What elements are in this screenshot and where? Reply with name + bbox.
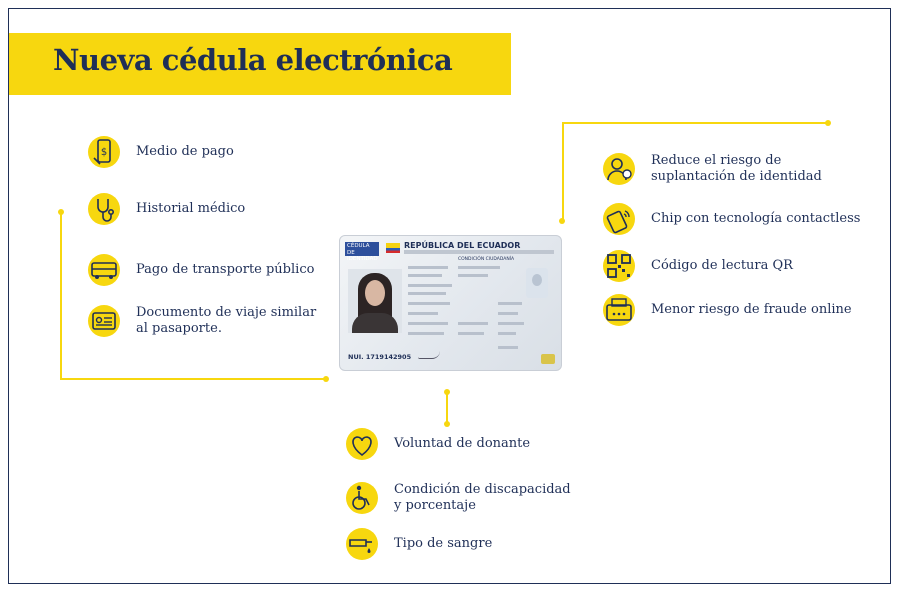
connector-dot-bottom: [444, 421, 450, 427]
feature-transporte: [88, 254, 314, 286]
feature-medio-de-pago: [88, 136, 234, 168]
bus-icon: [88, 254, 120, 286]
connector-line-left-v: [60, 212, 62, 379]
feature-label: Voluntad de donante: [394, 436, 531, 451]
phone-payment-icon: [88, 136, 120, 168]
connector-line-right-v: [562, 122, 564, 222]
blood-drop-icon: [346, 528, 378, 560]
card-nui: NUI. 1719142905: [348, 353, 412, 361]
feature-tipo-sangre: [346, 528, 492, 560]
feature-label: Medio de pago: [136, 144, 234, 159]
feature-qr: [603, 250, 793, 282]
qr-code-icon: [603, 250, 635, 282]
feature-suplantacion: [603, 153, 822, 185]
feature-label: Documento de viaje similar al pasaporte.: [136, 305, 317, 336]
card-reader-icon: [603, 294, 635, 326]
card-subtitle-bar: [404, 250, 554, 254]
card-photo: [348, 269, 402, 333]
page-title: Nueva cédula electrónica: [53, 43, 453, 77]
connector-line-bottom: [446, 390, 448, 424]
feature-documento-viaje: [88, 305, 316, 337]
svg-text:$: $: [100, 147, 108, 158]
signature: [418, 348, 440, 359]
feature-contactless: [603, 203, 860, 235]
id-document-icon: [88, 305, 120, 337]
connector-dot-right: [825, 120, 831, 126]
chip-icon: [541, 354, 555, 364]
connector-line-right-h: [562, 122, 828, 124]
feature-discapacidad: [346, 482, 571, 514]
feature-donante: [346, 428, 530, 460]
wheelchair-icon: [346, 482, 378, 514]
connector-line-left-h: [60, 378, 326, 380]
feature-label: Condición de discapacidad y porcentaje: [394, 482, 571, 513]
feature-label: Pago de transporte público: [136, 262, 315, 277]
id-card-image: [339, 235, 562, 371]
feature-label: Chip con tecnología contactless: [651, 211, 861, 226]
heart-icon: [346, 428, 378, 460]
feature-historial-medico: [88, 193, 245, 225]
feature-label: Historial médico: [136, 201, 246, 216]
feature-label: Menor riesgo de fraude online: [651, 302, 852, 317]
contactless-card-icon: [603, 203, 635, 235]
card-condition: CONDICIÓN CIUDADANÍA: [458, 257, 515, 262]
feature-label: Tipo de sangre: [394, 536, 493, 551]
feature-fraude-online: [603, 294, 852, 326]
stethoscope-icon: [88, 193, 120, 225]
card-ghost-photo: [526, 268, 548, 298]
card-badge: CÉDULA DE IDENTIDAD: [347, 243, 378, 262]
card-country: REPÚBLICA DEL ECUADOR: [404, 241, 521, 250]
flag-icon: [386, 243, 400, 253]
feature-label: Código de lectura QR: [651, 258, 793, 273]
person-shield-icon: [603, 153, 635, 185]
feature-label: Reduce el riesgo de suplantación de identidad: [651, 153, 822, 184]
connector-dot-left-end: [323, 376, 329, 382]
